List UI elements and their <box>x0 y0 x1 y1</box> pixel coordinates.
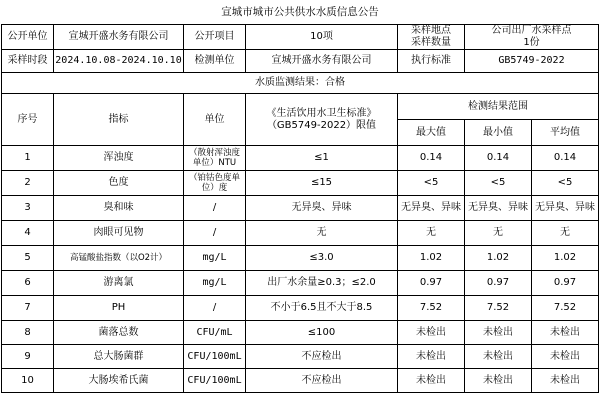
cell-unit: （铂钴色度单位）度 <box>184 171 246 196</box>
table-row <box>2 369 599 393</box>
info-label-announce-unit: 公开单位 <box>2 25 54 50</box>
cell-seq: 10 <box>2 369 54 393</box>
monitoring-result: 水质监测结果：合格 <box>2 73 599 94</box>
info-value-sampling <box>465 25 599 50</box>
cell-indicator: 游离氯 <box>54 271 184 296</box>
cell-indicator: 菌落总数 <box>54 321 184 345</box>
cell-unit: / <box>184 221 246 246</box>
cell-max: 无异臭、异味 <box>398 196 465 221</box>
cell-max: 7.52 <box>398 296 465 321</box>
table-row <box>2 221 599 246</box>
cell-limit: 不应检出 <box>246 369 398 393</box>
table-row <box>2 246 599 271</box>
info-value-standard: GB5749-2022 <box>465 50 599 73</box>
table-row <box>2 296 599 321</box>
cell-indicator: 高锰酸盐指数（以O2计） <box>54 246 184 271</box>
cell-indicator: 臭和味 <box>54 196 184 221</box>
header-limit-line2: （GB5749-2022）限值 <box>266 119 377 131</box>
cell-seq: 2 <box>2 171 54 196</box>
info-value-sampling-time: 2024.10.08-2024.10.10 <box>54 50 184 73</box>
cell-max: <5 <box>398 171 465 196</box>
cell-min: 无异臭、异味 <box>465 196 532 221</box>
table-row <box>2 345 599 369</box>
result-row <box>2 73 599 94</box>
cell-indicator: 色度 <box>54 171 184 196</box>
info-label-sampling-line2: 采样数量 <box>411 37 451 48</box>
cell-seq: 6 <box>2 271 54 296</box>
cell-min: 1.02 <box>465 246 532 271</box>
cell-indicator: 总大肠菌群 <box>54 345 184 369</box>
cell-max: 无 <box>398 221 465 246</box>
cell-max: 0.14 <box>398 146 465 171</box>
cell-max: 1.02 <box>398 246 465 271</box>
info-row-2 <box>2 50 599 73</box>
table-row <box>2 321 599 345</box>
cell-avg: 未检出 <box>532 321 599 345</box>
cell-avg: 无异臭、异味 <box>532 196 599 221</box>
table-row <box>2 271 599 296</box>
water-quality-table <box>1 24 599 393</box>
info-row-1 <box>2 25 599 50</box>
cell-avg: <5 <box>532 171 599 196</box>
cell-unit: mg/L <box>184 271 246 296</box>
cell-min: 0.14 <box>465 146 532 171</box>
header-limit-line1: 《生活饮用水卫生标准》 <box>266 107 377 119</box>
cell-max: 0.97 <box>398 271 465 296</box>
info-label-items: 公开项目 <box>184 25 246 50</box>
cell-max: 未检出 <box>398 345 465 369</box>
cell-min: 0.97 <box>465 271 532 296</box>
cell-min: 未检出 <box>465 321 532 345</box>
cell-seq: 7 <box>2 296 54 321</box>
cell-max: 未检出 <box>398 369 465 393</box>
info-label-sampling-time: 采样时段 <box>2 50 54 73</box>
header-avg: 平均值 <box>532 120 599 146</box>
cell-unit: / <box>184 196 246 221</box>
info-value-sampling-line1: 公司出厂水采样点 <box>491 25 572 36</box>
cell-limit: ≤1 <box>246 146 398 171</box>
header-unit: 单位 <box>184 94 246 146</box>
cell-limit: 不小于6.5且不大于8.5 <box>246 296 398 321</box>
cell-avg: 7.52 <box>532 296 599 321</box>
header-indicator: 指标 <box>54 94 184 146</box>
cell-avg: 0.97 <box>532 271 599 296</box>
info-label-sampling-line1: 采样地点 <box>411 25 451 36</box>
cell-limit: 无 <box>246 221 398 246</box>
cell-unit: CFU/100mL <box>184 369 246 393</box>
cell-min: <5 <box>465 171 532 196</box>
header-row-1 <box>2 94 599 120</box>
header-max: 最大值 <box>398 120 465 146</box>
cell-seq: 3 <box>2 196 54 221</box>
cell-limit: 不应检出 <box>246 345 398 369</box>
cell-max: 未检出 <box>398 321 465 345</box>
cell-limit: ≤100 <box>246 321 398 345</box>
cell-indicator: 肉眼可见物 <box>54 221 184 246</box>
header-range: 检测结果范围 <box>398 94 599 120</box>
cell-avg: 未检出 <box>532 369 599 393</box>
cell-indicator: PH <box>54 296 184 321</box>
cell-unit: （散射浑浊度单位）NTU <box>184 146 246 171</box>
cell-avg: 1.02 <box>532 246 599 271</box>
info-value-items: 10项 <box>246 25 398 50</box>
header-min: 最小值 <box>465 120 532 146</box>
table-row <box>2 146 599 171</box>
report-title: 宣城市城市公共供水水质信息公告 <box>221 6 379 18</box>
cell-unit: mg/L <box>184 246 246 271</box>
cell-limit: ≤15 <box>246 171 398 196</box>
cell-min: 未检出 <box>465 369 532 393</box>
cell-indicator: 浑浊度 <box>54 146 184 171</box>
table-row <box>2 196 599 221</box>
info-label-test-unit: 检测单位 <box>184 50 246 73</box>
header-limit <box>246 94 398 146</box>
table-row <box>2 171 599 196</box>
info-value-announce-unit: 宣城开盛水务有限公司 <box>54 25 184 50</box>
cell-seq: 9 <box>2 345 54 369</box>
cell-unit: CFU/100mL <box>184 345 246 369</box>
info-label-sampling <box>398 25 465 50</box>
info-value-test-unit: 宣城开盛水务有限公司 <box>246 50 398 73</box>
cell-unit: CFU/mL <box>184 321 246 345</box>
cell-limit: 无异臭、异味 <box>246 196 398 221</box>
cell-unit: / <box>184 296 246 321</box>
cell-limit: ≤3.0 <box>246 246 398 271</box>
cell-min: 未检出 <box>465 345 532 369</box>
info-value-sampling-line2: 1份 <box>523 37 540 48</box>
header-seq: 序号 <box>2 94 54 146</box>
cell-avg: 未检出 <box>532 345 599 369</box>
cell-min: 7.52 <box>465 296 532 321</box>
cell-seq: 8 <box>2 321 54 345</box>
cell-seq: 4 <box>2 221 54 246</box>
cell-avg: 0.14 <box>532 146 599 171</box>
cell-seq: 1 <box>2 146 54 171</box>
cell-indicator: 大肠埃希氏菌 <box>54 369 184 393</box>
cell-min: 无 <box>465 221 532 246</box>
info-label-standard: 执行标准 <box>398 50 465 73</box>
cell-seq: 5 <box>2 246 54 271</box>
cell-avg: 无 <box>532 221 599 246</box>
cell-limit: 出厂水余量≥0.3；≤2.0 <box>246 271 398 296</box>
